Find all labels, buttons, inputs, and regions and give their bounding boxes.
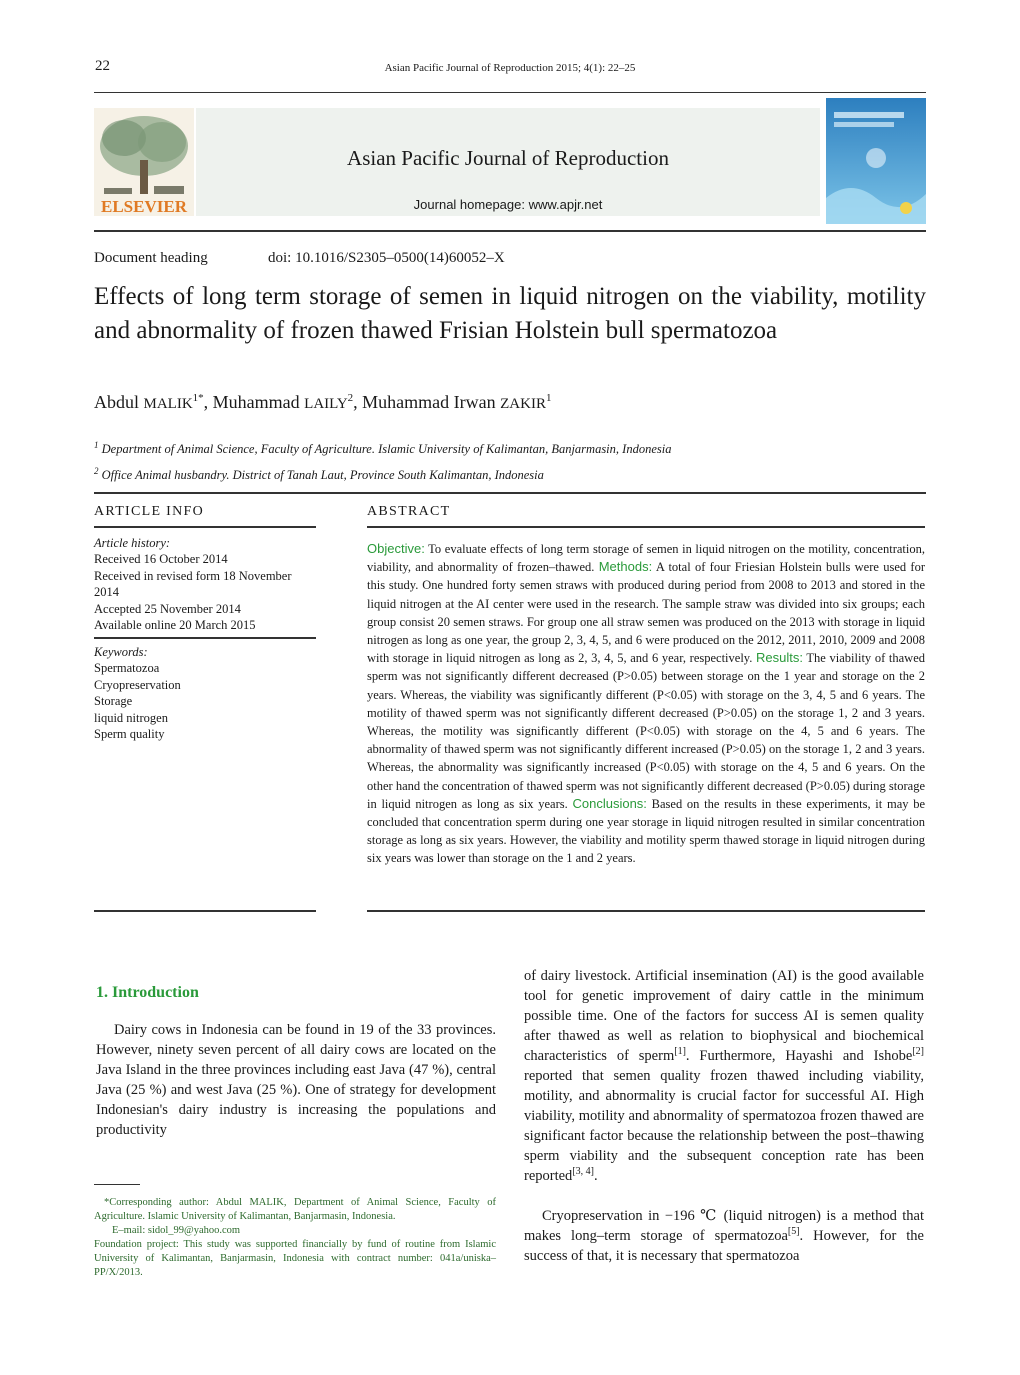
abstract-rule — [367, 526, 925, 528]
info-top-rule — [94, 492, 926, 494]
keywords-label: Keywords: — [94, 645, 148, 659]
email-note[interactable]: E–mail: sidol_99@yahoo.com — [112, 1225, 241, 1236]
intro-paragraph-2 — [524, 966, 924, 1186]
article-info-bottom-rule — [94, 910, 316, 912]
keywords-rule — [94, 637, 316, 639]
history-item: Received 16 October 2014 — [94, 552, 228, 566]
article-info-rule — [94, 526, 316, 528]
keyword-item: Sperm quality — [94, 727, 165, 741]
affiliation-text: Office Animal husbandry. District of Tanah Laut, Province South Kalimantan, Indonesia — [101, 468, 544, 483]
author-last-name: LAILY — [304, 396, 348, 412]
intro-text: . — [593, 1168, 598, 1184]
intro-paragraph-1: Dairy cows in Indonesia can be found in 19 of the 33 provinces. However, ninety seven percent of all dairy cows are located on the Java Island in the three provinces including east Java (47 %), central Java (25 %) and west Java (25 %). One of strategy for development Indonesian's dairy industry is increasing the populations and productivity — [96, 1022, 496, 1138]
abstract-label: ABSTRACT — [367, 504, 451, 519]
keyword-item: Spermatozoa — [94, 661, 160, 675]
keyword-item: Storage — [94, 694, 133, 708]
author-first-name: Muhammad Irwan — [362, 392, 496, 412]
paper-title: Effects of long term storage of semen in liquid nitrogen on the viability, motility and abnormality of frozen thawed Frisian Holstein bull spermatozoa — [94, 283, 926, 344]
author-last-name: ZAKIR — [500, 396, 546, 412]
document-heading-label: Document heading — [94, 250, 208, 266]
methods-text: A total of four Friesian Holstein bulls were used for this study. One hundred forty semen straws with produced during period from 2008 to 2013 and stored in the liquid nitrogen at the AI center were used in the research. The sample straw was divided into six groups; each group consist 20 semen straws. For group one all straw semen was produced on the 2013 with storage in liquid nitrogen as long as one year, the group 2, 3, 4, 5, and 6 were produced on the 2012, 2011, 2010, 2009 and 2008 with storage in liquid nitrogen as long as 2, 3, 4, 5, and 6 year, respectively. — [367, 560, 925, 666]
methods-label: Methods: — [598, 559, 653, 575]
conclusions-label: Conclusions: — [572, 795, 647, 811]
page-number: 22 — [95, 58, 110, 74]
homepage-url[interactable]: www.apjr.net — [528, 197, 603, 212]
corresponding-author-note: *Corresponding author: Abdul MALIK, Department of Animal Science, Faculty of Agriculture. Islamic University of Kalimantan, Banjarmasin, Indonesia. — [94, 1197, 496, 1222]
citation[interactable]: [2] — [912, 1046, 924, 1058]
objective-text: To evaluate effects of long term storage of semen in liquid nitrogen on the motility, concentration, viability, and abnormality of frozen–thawed. — [367, 542, 925, 575]
citation[interactable]: [5] — [787, 1226, 800, 1238]
tree-logo-icon — [94, 108, 194, 216]
history-item: Accepted 25 November 2014 — [94, 601, 241, 616]
objective-label: Objective: — [367, 541, 425, 556]
abstract-body — [367, 540, 925, 868]
author-sup: 2 — [347, 392, 354, 404]
author-list: Abdul $MALIK^{1*}$, Muhammad LAILY$^2$, Muhammad Irwan ZAKIR$^1$ — [94, 392, 552, 412]
citation[interactable]: [3, 4] — [572, 1166, 594, 1178]
results-label: Results: — [756, 650, 803, 666]
citation[interactable]: [1] — [674, 1046, 686, 1058]
article-info-label: ARTICLE INFO — [94, 504, 205, 519]
cover-image-icon — [826, 98, 926, 224]
banner-bottom-rule — [94, 230, 926, 232]
journal-cover-image — [826, 98, 926, 224]
homepage-label: Journal homepage: — [413, 197, 525, 212]
section-heading-introduction: 1. Introduction — [96, 984, 199, 1001]
conclusions-text: Based on the results in these experiments, it may be concluded that concentration sperm during one year storage in liquid nitrogen resulted in similar concentration storage as long as six years. However, the viability and motility sperm thawed storage in liquid nitrogen during six years was lower than storage on the 1 and 2 years. — [367, 796, 926, 866]
article-history — [94, 536, 316, 634]
affiliation — [94, 440, 671, 457]
abstract-bottom-rule — [367, 910, 925, 912]
results-text: The viability of thawed sperm was not significantly different decreased (P>0.05) between storage on the 1 year and storage on the 2 years. Whereas, the viability was significantly different (P<0.05) with storage on the 3, 4, 5 and 6 years. The motility of thawed sperm was not significantly different decreased (P>0.05) on the storage 1, 2 and 3 years. Whereas, the motility was significantly different (P<0.05) with storage on the 4, 5 and 6 years. The abnormality of thawed sperm was not significantly different increased (P>0.05) on the storage 1, 2 and 3 years. Whereas, the abnormality was significantly increased (P<0.05) with storage on the 4, 5 and 6 years. On the other hand the concentration of thawed sperm was not significantly different decreased (P>0.05) during storage in liquid nitrogen as long as six years. — [367, 651, 925, 811]
intro-text: . Furthermore, Hayashi and Ishobe — [685, 1048, 913, 1064]
affiliation-text: Department of Animal Science, Faculty of Agriculture. Islamic University of Kalimantan, Banjarmasin, Indonesia — [101, 442, 672, 457]
publisher-logo-text: ELSEVIER — [101, 197, 187, 216]
affiliation-number: 1 — [94, 440, 99, 450]
author-sup: 1* — [192, 392, 204, 404]
doi[interactable]: doi: 10.1016/S2305–0500(14)60052–X — [268, 250, 505, 266]
intro-text: reported that semen quality frozen thawed including viability, motility, and abnormality is crucial factor for successful AI. High viability, motility and abnormality of spermatozoa frozen thawed are significant factor because the relationship between the post–thawing sperm viability and the subsequent conception rate has been reported — [524, 1068, 924, 1184]
intro-text: . However, for the success of that, it is necessary that spermatozoa — [524, 1228, 924, 1264]
keyword-item: liquid nitrogen — [94, 710, 168, 725]
journal-homepage — [196, 197, 820, 212]
history-item: Available online 20 March 2015 — [94, 618, 256, 632]
author-last-name: MALIK — [143, 396, 193, 412]
journal-title: Asian Pacific Journal of Reproduction — [347, 146, 669, 170]
author-first-name: Muhammad — [212, 392, 300, 412]
intro-paragraph-3 — [524, 1206, 924, 1266]
author-first-name: Abdul — [94, 392, 139, 412]
keywords — [94, 645, 316, 743]
footnotes — [94, 1196, 496, 1280]
history-label: Article history: — [94, 536, 171, 550]
history-item: Received in revised form 18 November 2014 — [94, 568, 292, 599]
foundation-note: Foundation project: This study was supported financially by fund of routine from Islamic University of Kalimantan, Banjarmasin, Indonesia with contract number: 041a/uniska–PP/X/2013. — [94, 1239, 496, 1278]
affiliation-number: 2 — [94, 466, 99, 476]
keyword-item: Cryopreservation — [94, 677, 181, 692]
author-sup: 1 — [545, 392, 552, 404]
affiliation — [94, 466, 544, 483]
intro-text: Cryopreservation in −196 ℃ (liquid nitrogen) is a method that makes long–term storage of spermatozoa — [524, 1208, 924, 1244]
intro-text: of dairy livestock. Artificial insemination (AI) is the good available tool for genetic improvement of dairy cattle in the minimum possible time. One of the factors for success AI is semen quality after thawed as well as relation to biophysical and biochemical characteristics of sperm — [524, 968, 924, 1064]
elsevier-logo — [94, 108, 194, 216]
header-rule — [94, 92, 926, 93]
footnote-rule — [94, 1184, 140, 1185]
running-head: Asian Pacific Journal of Reproduction 2015; 4(1): 22–25 — [384, 62, 636, 74]
